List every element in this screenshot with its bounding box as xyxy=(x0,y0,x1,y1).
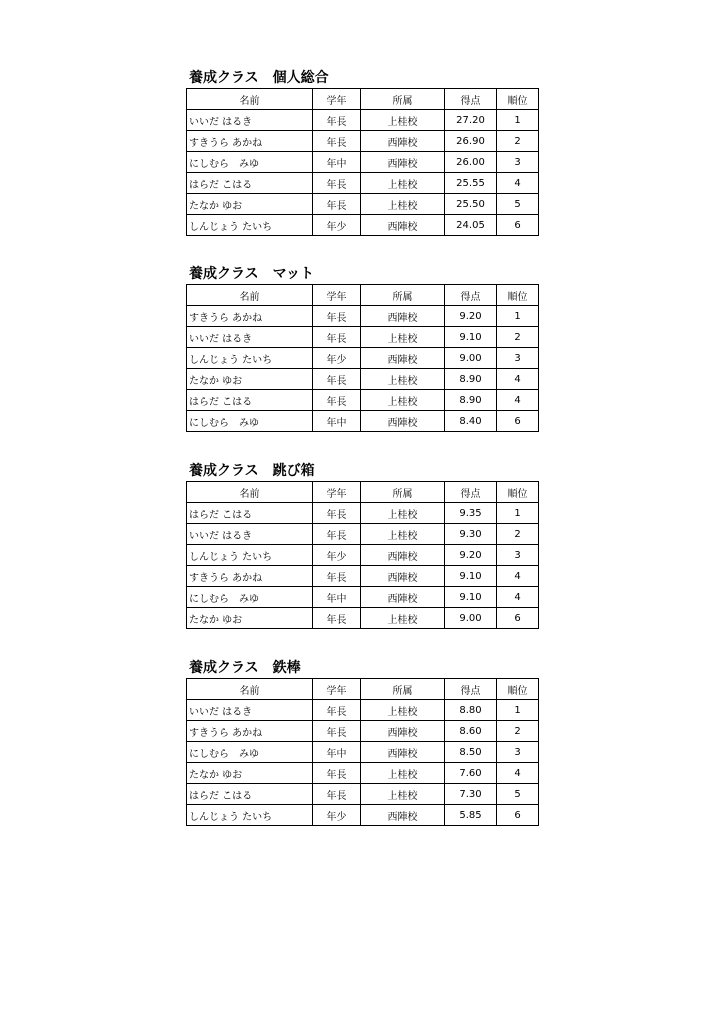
table-row xyxy=(187,327,539,348)
cell-grade: 年中 xyxy=(313,411,361,432)
cell-school: 西陣校 xyxy=(361,805,445,826)
cell-school: 西陣校 xyxy=(361,742,445,763)
table-row xyxy=(187,784,539,805)
table-row xyxy=(187,524,539,545)
results-section xyxy=(186,68,538,236)
cell-grade: 年長 xyxy=(313,608,361,629)
cell-grade: 年長 xyxy=(313,173,361,194)
cell-school: 上桂校 xyxy=(361,110,445,131)
cell-name: いいだ はるき xyxy=(187,700,313,721)
cell-rank: 3 xyxy=(497,152,539,173)
cell-rank: 2 xyxy=(497,524,539,545)
cell-score: 8.60 xyxy=(445,721,497,742)
cell-score: 9.10 xyxy=(445,327,497,348)
cell-score: 7.30 xyxy=(445,784,497,805)
cell-score: 9.35 xyxy=(445,503,497,524)
section-title: 養成クラス 鉄棒 xyxy=(189,660,301,676)
table-row xyxy=(187,545,539,566)
table-row xyxy=(187,411,539,432)
table-row xyxy=(187,721,539,742)
cell-rank: 5 xyxy=(497,784,539,805)
header-score: 得点 xyxy=(445,679,497,700)
cell-grade: 年長 xyxy=(313,110,361,131)
table-row xyxy=(187,503,539,524)
cell-score: 24.05 xyxy=(445,215,497,236)
cell-school: 上桂校 xyxy=(361,390,445,411)
cell-school: 西陣校 xyxy=(361,587,445,608)
cell-grade: 年長 xyxy=(313,390,361,411)
cell-rank: 4 xyxy=(497,390,539,411)
results-table xyxy=(186,284,539,432)
cell-name: はらだ こはる xyxy=(187,784,313,805)
cell-rank: 6 xyxy=(497,608,539,629)
cell-name: にしむら みゆ xyxy=(187,152,313,173)
header-grade: 学年 xyxy=(313,89,361,110)
table-row xyxy=(187,110,539,131)
cell-grade: 年長 xyxy=(313,784,361,805)
cell-score: 8.90 xyxy=(445,369,497,390)
header-school: 所属 xyxy=(361,89,445,110)
table-row xyxy=(187,805,539,826)
section-title: 養成クラス マット xyxy=(189,266,315,282)
cell-rank: 4 xyxy=(497,587,539,608)
cell-rank: 2 xyxy=(497,721,539,742)
header-score: 得点 xyxy=(445,285,497,306)
cell-school: 西陣校 xyxy=(361,131,445,152)
cell-score: 27.20 xyxy=(445,110,497,131)
cell-rank: 4 xyxy=(497,763,539,784)
header-rank: 順位 xyxy=(497,89,539,110)
cell-rank: 2 xyxy=(497,327,539,348)
cell-name: すきうら あかね xyxy=(187,131,313,152)
cell-rank: 6 xyxy=(497,215,539,236)
section-title: 養成クラス 跳び箱 xyxy=(189,463,315,479)
cell-school: 西陣校 xyxy=(361,411,445,432)
cell-grade: 年中 xyxy=(313,587,361,608)
cell-name: すきうら あかね xyxy=(187,306,313,327)
header-name: 名前 xyxy=(187,285,313,306)
cell-name: しんじょう たいち xyxy=(187,805,313,826)
cell-school: 西陣校 xyxy=(361,152,445,173)
cell-name: たなか ゆお xyxy=(187,763,313,784)
cell-school: 西陣校 xyxy=(361,306,445,327)
cell-score: 9.10 xyxy=(445,587,497,608)
cell-name: しんじょう たいち xyxy=(187,545,313,566)
results-section xyxy=(186,264,538,432)
table-row xyxy=(187,348,539,369)
cell-rank: 1 xyxy=(497,306,539,327)
cell-grade: 年少 xyxy=(313,215,361,236)
table-row xyxy=(187,700,539,721)
results-section xyxy=(186,658,538,826)
cell-school: 上桂校 xyxy=(361,503,445,524)
cell-rank: 1 xyxy=(497,700,539,721)
table-row xyxy=(187,587,539,608)
cell-rank: 4 xyxy=(497,173,539,194)
cell-score: 9.10 xyxy=(445,566,497,587)
cell-school: 上桂校 xyxy=(361,608,445,629)
table-row xyxy=(187,194,539,215)
results-section xyxy=(186,461,538,629)
table-row xyxy=(187,369,539,390)
cell-grade: 年少 xyxy=(313,348,361,369)
table-row xyxy=(187,390,539,411)
cell-score: 9.00 xyxy=(445,608,497,629)
table-row xyxy=(187,763,539,784)
cell-grade: 年長 xyxy=(313,700,361,721)
cell-rank: 4 xyxy=(497,369,539,390)
header-score: 得点 xyxy=(445,482,497,503)
cell-score: 8.50 xyxy=(445,742,497,763)
header-rank: 順位 xyxy=(497,679,539,700)
cell-grade: 年中 xyxy=(313,742,361,763)
cell-rank: 3 xyxy=(497,742,539,763)
cell-score: 9.20 xyxy=(445,306,497,327)
cell-grade: 年長 xyxy=(313,369,361,390)
table-row xyxy=(187,566,539,587)
cell-rank: 5 xyxy=(497,194,539,215)
header-rank: 順位 xyxy=(497,482,539,503)
cell-name: はらだ こはる xyxy=(187,173,313,194)
cell-name: はらだ こはる xyxy=(187,503,313,524)
cell-name: にしむら みゆ xyxy=(187,587,313,608)
cell-grade: 年長 xyxy=(313,194,361,215)
cell-grade: 年長 xyxy=(313,524,361,545)
header-school: 所属 xyxy=(361,285,445,306)
cell-name: しんじょう たいち xyxy=(187,348,313,369)
cell-rank: 4 xyxy=(497,566,539,587)
header-school: 所属 xyxy=(361,679,445,700)
cell-school: 西陣校 xyxy=(361,721,445,742)
cell-school: 西陣校 xyxy=(361,545,445,566)
cell-score: 26.90 xyxy=(445,131,497,152)
header-name: 名前 xyxy=(187,679,313,700)
cell-name: にしむら みゆ xyxy=(187,411,313,432)
cell-grade: 年長 xyxy=(313,503,361,524)
header-school: 所属 xyxy=(361,482,445,503)
table-row xyxy=(187,215,539,236)
header-name: 名前 xyxy=(187,482,313,503)
cell-score: 5.85 xyxy=(445,805,497,826)
cell-name: しんじょう たいち xyxy=(187,215,313,236)
cell-school: 上桂校 xyxy=(361,700,445,721)
cell-score: 9.30 xyxy=(445,524,497,545)
cell-school: 西陣校 xyxy=(361,215,445,236)
cell-rank: 2 xyxy=(497,131,539,152)
cell-name: にしむら みゆ xyxy=(187,742,313,763)
cell-score: 26.00 xyxy=(445,152,497,173)
table-row xyxy=(187,152,539,173)
cell-name: すきうら あかね xyxy=(187,721,313,742)
cell-rank: 6 xyxy=(497,805,539,826)
results-table xyxy=(186,678,539,826)
cell-grade: 年長 xyxy=(313,566,361,587)
section-title: 養成クラス 個人総合 xyxy=(189,70,329,86)
cell-name: すきうら あかね xyxy=(187,566,313,587)
cell-school: 西陣校 xyxy=(361,348,445,369)
cell-grade: 年長 xyxy=(313,763,361,784)
cell-school: 上桂校 xyxy=(361,327,445,348)
header-score: 得点 xyxy=(445,89,497,110)
cell-grade: 年少 xyxy=(313,545,361,566)
cell-school: 西陣校 xyxy=(361,566,445,587)
cell-name: たなか ゆお xyxy=(187,608,313,629)
cell-score: 9.20 xyxy=(445,545,497,566)
cell-name: たなか ゆお xyxy=(187,369,313,390)
cell-school: 上桂校 xyxy=(361,524,445,545)
cell-name: はらだ こはる xyxy=(187,390,313,411)
cell-school: 上桂校 xyxy=(361,763,445,784)
cell-rank: 3 xyxy=(497,348,539,369)
cell-rank: 3 xyxy=(497,545,539,566)
cell-rank: 6 xyxy=(497,411,539,432)
cell-score: 8.40 xyxy=(445,411,497,432)
cell-grade: 年長 xyxy=(313,721,361,742)
cell-grade: 年長 xyxy=(313,327,361,348)
header-row xyxy=(187,679,539,700)
cell-school: 上桂校 xyxy=(361,369,445,390)
header-row xyxy=(187,89,539,110)
header-grade: 学年 xyxy=(313,285,361,306)
cell-score: 9.00 xyxy=(445,348,497,369)
table-row xyxy=(187,608,539,629)
table-row xyxy=(187,306,539,327)
cell-score: 8.90 xyxy=(445,390,497,411)
header-rank: 順位 xyxy=(497,285,539,306)
cell-school: 上桂校 xyxy=(361,173,445,194)
cell-name: いいだ はるき xyxy=(187,110,313,131)
cell-rank: 1 xyxy=(497,503,539,524)
header-grade: 学年 xyxy=(313,482,361,503)
cell-grade: 年長 xyxy=(313,131,361,152)
header-name: 名前 xyxy=(187,89,313,110)
table-row xyxy=(187,173,539,194)
cell-school: 上桂校 xyxy=(361,784,445,805)
cell-grade: 年中 xyxy=(313,152,361,173)
results-table xyxy=(186,481,539,629)
cell-name: いいだ はるき xyxy=(187,327,313,348)
header-grade: 学年 xyxy=(313,679,361,700)
cell-school: 上桂校 xyxy=(361,194,445,215)
cell-name: いいだ はるき xyxy=(187,524,313,545)
header-row xyxy=(187,482,539,503)
table-row xyxy=(187,131,539,152)
cell-grade: 年少 xyxy=(313,805,361,826)
cell-score: 25.55 xyxy=(445,173,497,194)
cell-score: 7.60 xyxy=(445,763,497,784)
header-row xyxy=(187,285,539,306)
cell-grade: 年長 xyxy=(313,306,361,327)
table-row xyxy=(187,742,539,763)
cell-score: 8.80 xyxy=(445,700,497,721)
results-table xyxy=(186,88,539,236)
cell-rank: 1 xyxy=(497,110,539,131)
cell-score: 25.50 xyxy=(445,194,497,215)
cell-name: たなか ゆお xyxy=(187,194,313,215)
